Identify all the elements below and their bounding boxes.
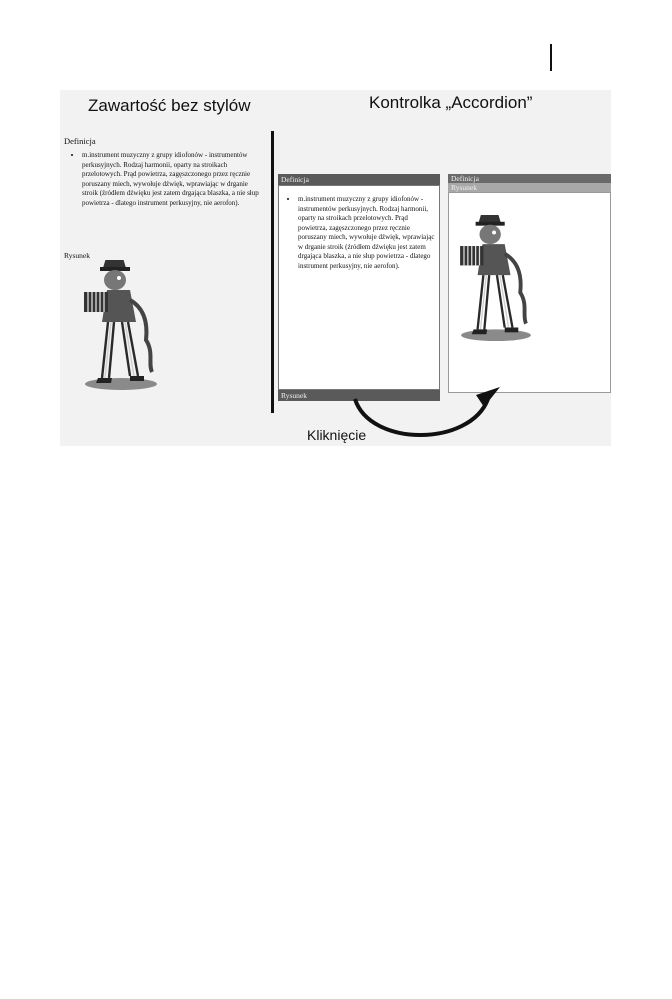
figure: [60, 90, 611, 446]
curved-arrow-icon: [350, 385, 510, 445]
column-divider: [271, 131, 274, 413]
left-heading: Zawartość bez stylów: [88, 96, 251, 115]
right-heading: Kontrolka „Accordion”: [369, 93, 533, 112]
unstyled-definition-item: • m.instrument muzyczny z grupy idiofonów - instrumentów perkusyjnych. Rodzaj harmonii, oparty na stroikach przelotowych. Prąd powietrza, zagęszczonego przez ręcznie poruszany miech, wywołuje dźwięk, wprawiając w drganie stroik (źródłem dźwięku jest zatem drgająca blaszka, a nie słup powietrza - dlatego instrument perkusyjny, nie aerofon).: [82, 151, 260, 208]
accordion-rysunek-open: [448, 174, 611, 393]
accordion-player-illustration: [453, 215, 538, 343]
accordion-header-definicja-collapsed[interactable]: Definicja: [448, 174, 611, 183]
accordion-player-illustration: [78, 260, 163, 392]
accordion-header-rysunek[interactable]: Rysunek: [448, 183, 611, 192]
click-label: Kliknięcie: [307, 427, 367, 443]
accordion-content-rysunek: [448, 192, 611, 393]
accordion-header-definicja[interactable]: Definicja: [278, 174, 440, 185]
unstyled-rysunek-title: Rysunek: [64, 251, 90, 260]
page-margin-mark: [550, 44, 552, 71]
unstyled-definition-list: [68, 151, 260, 208]
unstyled-definicja-title: Definicja: [64, 136, 96, 146]
accordion-definition-item: • m.instrument muzyczny z grupy idiofonów - instrumentów perkusyjnych. Rodzaj harmonii, oparty na stroikach przelotowych. Prąd powietrza, zagęszczonego przez ręcznie poruszany miech, wywołuje dźwięk, wprawiając w drganie stroik (źródłem dźwięku jest zatem drgająca blaszka, a nie słup powietrza - dlatego instrument perkusyjny, nie aerofon).: [298, 195, 438, 271]
accordion-definition-list: [287, 195, 438, 271]
accordion-header-rysunek-collapsed[interactable]: Rysunek: [278, 390, 440, 401]
accordion-content-definicja: [278, 185, 440, 390]
accordion-definicja-open: [278, 174, 440, 401]
